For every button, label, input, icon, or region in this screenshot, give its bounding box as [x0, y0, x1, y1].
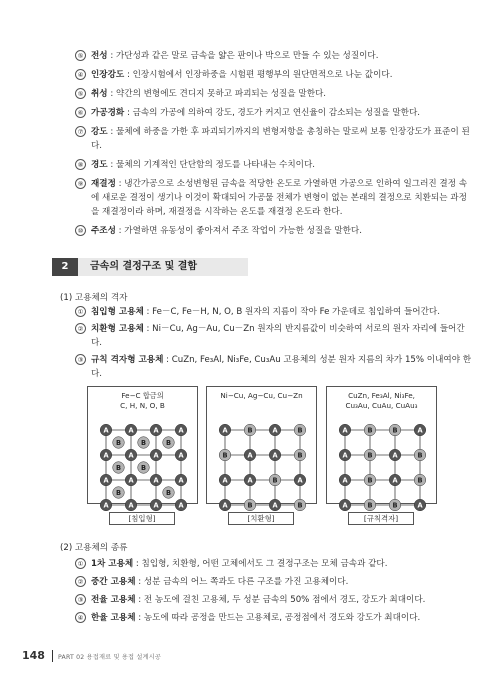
solvent-atom [175, 474, 187, 486]
solute-atom [294, 449, 306, 461]
atom-letter: B [165, 488, 172, 497]
atom-letter: A [153, 426, 159, 435]
solute-atom [219, 449, 231, 461]
solute-atom [364, 474, 376, 486]
atom-letter: A [222, 476, 228, 485]
solvent-atom [269, 499, 281, 511]
atom-letter: B [417, 451, 423, 460]
atom-letter: B [115, 463, 122, 472]
solvent-atom [175, 499, 187, 511]
atom-letter: A [128, 501, 134, 510]
list-item [75, 87, 475, 101]
solvent-atom [219, 424, 231, 436]
definition: : 가단성과 같은 말로 금속을 얇은 판이나 박으로 만들 수 있는 성질이다. [107, 51, 379, 61]
solvent-atom [150, 424, 162, 436]
solvent-atom [219, 499, 231, 511]
solute-atom [414, 474, 426, 486]
atom-letter: B [367, 476, 373, 485]
solvent-atom [244, 474, 256, 486]
term: 재결정 [91, 179, 116, 189]
interstitial-atom [113, 462, 125, 474]
solute-atom [364, 499, 376, 511]
section-header [52, 258, 248, 276]
list-item [75, 353, 475, 381]
caption-line: C, H, N, O, B [120, 401, 165, 410]
interstitial-atom [163, 487, 175, 499]
term: 전율 고용체 [91, 595, 136, 605]
solvent-atom [219, 474, 231, 486]
properties-list [75, 49, 475, 243]
definition: : 침입형, 치환형, 어떤 고체에서도 그 결정구조는 모체 금속과 같다. [133, 559, 388, 569]
atom-letter: A [222, 426, 228, 435]
definition: : 가열하면 유동성이 좋아져서 주조 작업이 가능한 성질을 말한다. [115, 226, 362, 236]
definition: : 물체에 하중을 가한 후 파괴되기까지의 변형저항을 총칭하는 말로써 보통 인장강도가 표준이 된다. [91, 127, 470, 151]
definition: : Fe－C, Fe－H, N, O, B 원자의 지름이 작아 Fe 가운데로 침입하여 들어간다. [143, 307, 440, 317]
term: 강도 [91, 127, 108, 137]
lattice-grid [225, 430, 303, 505]
atom-letter: A [392, 451, 398, 460]
atom-letter: A [128, 426, 134, 435]
solvent-atom [175, 424, 187, 436]
solvent-atom [150, 449, 162, 461]
item-number: ② [75, 576, 86, 587]
atom-letter: A [103, 426, 109, 435]
atom-letter: A [178, 501, 184, 510]
atom-letter: A [128, 451, 134, 460]
interstitial-atom [138, 462, 150, 474]
interstitial-diagram [87, 386, 198, 510]
solvent-atom [125, 449, 137, 461]
atom-letter: A [153, 476, 159, 485]
list-item [75, 305, 475, 319]
list-item [75, 158, 475, 172]
footer-part-title: PART 02 용접재료 및 용접 설계시공 [58, 654, 162, 661]
term: 한율 고용체 [91, 613, 136, 623]
caption-line: Fe−C 합금의 [121, 391, 164, 400]
interstitial-atom [113, 487, 125, 499]
substitutional-lattice [207, 387, 318, 510]
list-item [75, 611, 475, 625]
definition: : 물체의 기계적인 단단함의 정도를 나타내는 수치이다. [107, 160, 315, 170]
term: 경도 [91, 160, 108, 170]
solute-atom [294, 499, 306, 511]
atom-letter: A [247, 476, 253, 485]
solid-solution-list [75, 305, 475, 384]
ordered-lattice [327, 387, 438, 510]
solvent-atom [269, 424, 281, 436]
subsection-heading: (1) 고용체의 격자 [60, 293, 128, 303]
solvent-atom [150, 474, 162, 486]
list-item [75, 49, 475, 63]
atom-letter: A [103, 476, 109, 485]
item-number: ⑩ [75, 225, 86, 236]
atom-letter: B [165, 438, 172, 447]
solvent-atom [125, 474, 137, 486]
solvent-atom [125, 424, 137, 436]
definition: : 농도에 따라 공정을 만드는 고용체로, 공정점에서 경도와 강도가 최대이다. [135, 613, 421, 623]
item-number: ③ [75, 354, 86, 365]
atom-letter: A [342, 451, 348, 460]
atom-letter: B [140, 463, 147, 472]
atom-letter: B [115, 488, 122, 497]
caption-line: Cu₃Au, CuAu, CuAu₃ [345, 401, 418, 410]
caption-line: Ni−Cu, Ag−Cu, Cu−Zn [220, 391, 303, 400]
solute-atom [414, 449, 426, 461]
term: 치환형 고용체 [91, 324, 144, 334]
atom-letter: B [115, 438, 122, 447]
solute-atom [244, 424, 256, 436]
list-item [75, 593, 475, 607]
atom-letter: B [367, 426, 373, 435]
diagram-label: [침입형] [109, 512, 175, 525]
solute-atom [389, 424, 401, 436]
solute-atom [364, 424, 376, 436]
definition: : 약간의 변형에도 견디지 못하고 파괴되는 성질을 말한다. [107, 89, 327, 99]
atom-letter: A [392, 476, 398, 485]
item-number: ③ [75, 594, 86, 605]
list-item [75, 322, 475, 350]
term: 규칙 격자형 고용체 [91, 355, 164, 365]
list-item [75, 125, 475, 153]
solvent-atom [294, 474, 306, 486]
solvent-atom [339, 474, 351, 486]
atom-letter: A [153, 501, 159, 510]
atom-letter: A [417, 501, 423, 510]
atom-letter: A [178, 451, 184, 460]
interstitial-atom [113, 437, 125, 449]
interstitial-lattice [88, 387, 199, 510]
solute-atom [364, 449, 376, 461]
atom-letter: A [272, 426, 278, 435]
section-title: 금속의 결정구조 및 결함 [90, 261, 198, 272]
solvent-atom [100, 499, 112, 511]
atom-letter: B [367, 451, 373, 460]
solvent-atom [100, 474, 112, 486]
atom-letter: A [342, 501, 348, 510]
solvent-atom [150, 499, 162, 511]
term: 가공경화 [91, 108, 125, 118]
atom-letter: A [247, 451, 253, 460]
atom-letter: B [367, 501, 373, 510]
lattice-grid [345, 430, 423, 505]
atom-letter: B [417, 476, 423, 485]
item-number: ① [75, 558, 86, 569]
solvent-atom [389, 474, 401, 486]
atom-letter: B [297, 501, 303, 510]
list-item [75, 177, 475, 219]
atom-letter: A [272, 451, 278, 460]
solute-atom [244, 499, 256, 511]
list-item [75, 575, 475, 589]
solvent-atom [175, 449, 187, 461]
footer-divider [52, 650, 53, 662]
atom-letter: B [247, 426, 253, 435]
atom-letter: B [297, 426, 303, 435]
solvent-atom [339, 499, 351, 511]
definition: : 금속의 가공에 의하여 강도, 경도가 커지고 연신율이 감소되는 성질을 말한다. [124, 108, 420, 118]
interstitial-atom [163, 437, 175, 449]
term: 취성 [91, 89, 108, 99]
atom-letter: A [272, 501, 278, 510]
definition: : CuZn, Fe₃Al, Ni₃Fe, Cu₃Au 고용체의 성분 원자 지름의 차가 15% 이내여야 한다. [91, 355, 472, 379]
atom-letter: A [178, 476, 184, 485]
item-number: ⑨ [75, 178, 86, 189]
item-number: ⑦ [75, 126, 86, 137]
item-number: ⑤ [75, 88, 86, 99]
atom-letter: A [103, 501, 109, 510]
solute-atom [269, 474, 281, 486]
list-item [75, 224, 475, 238]
page-number: 148 [22, 649, 45, 662]
solvent-atom [244, 449, 256, 461]
atom-letter: A [417, 426, 423, 435]
atom-letter: B [272, 476, 278, 485]
solvent-atom [339, 449, 351, 461]
solute-atom [389, 499, 401, 511]
section-number: 2 [52, 258, 78, 276]
item-number: ④ [75, 69, 86, 80]
interstitial-atom [138, 437, 150, 449]
term: 침입형 고용체 [91, 307, 144, 317]
atom-letter: A [342, 476, 348, 485]
term: 1차 고용체 [91, 559, 134, 569]
solvent-atom [125, 499, 137, 511]
caption-line: CuZn, Fe₃Al, Ni₃Fe, [348, 391, 415, 400]
solvent-atom [414, 499, 426, 511]
term: 인장강도 [91, 70, 125, 80]
solvent-atom [339, 424, 351, 436]
atom-letter: A [153, 451, 159, 460]
atom-letter: B [392, 426, 398, 435]
list-item [75, 68, 475, 82]
item-number: ② [75, 323, 86, 334]
term: 중간 고용체 [91, 577, 136, 587]
solvent-atom [100, 424, 112, 436]
ordered-lattice-diagram [326, 386, 437, 510]
term: 주조성 [91, 226, 116, 236]
solvent-atom [389, 449, 401, 461]
list-item [75, 557, 475, 571]
atom-letter: A [342, 426, 348, 435]
item-number: ⑥ [75, 107, 86, 118]
item-number: ⑧ [75, 159, 86, 170]
types-list [75, 557, 475, 629]
atom-letter: A [297, 476, 303, 485]
list-item [75, 106, 475, 120]
atom-letter: B [222, 451, 228, 460]
solvent-atom [269, 449, 281, 461]
definition: : 냉간가공으로 소성변형된 금속을 적당한 온도로 가열하면 가공으로 인하여 일그러진 결정 속에 새로운 결정이 생기나 이것이 확대되어 가공물 전체가 변형이 없는 본래의 결정으로 치환되는 과정을 재결정이라 하며, 재결정을 시작하는 온도를 재결정 온도라 한다. [91, 179, 468, 217]
term: 전성 [91, 51, 108, 61]
atom-letter: B [247, 501, 253, 510]
atom-letter: B [140, 438, 147, 447]
atom-letter: A [103, 451, 109, 460]
solvent-atom [100, 449, 112, 461]
atom-letter: A [128, 476, 134, 485]
solvent-atom [414, 424, 426, 436]
diagram-label: [규칙격자] [348, 512, 414, 525]
atom-letter: A [178, 426, 184, 435]
subsection-heading: (2) 고용체의 종류 [60, 543, 128, 553]
substitutional-diagram [206, 386, 317, 510]
item-number: ④ [75, 612, 86, 623]
item-number: ⑤ [75, 50, 86, 61]
atom-letter: B [392, 501, 398, 510]
atom-letter: A [222, 501, 228, 510]
solute-atom [294, 424, 306, 436]
definition: : 인장시험에서 인장하중을 시험편 평행부의 원단면적으로 나눈 값이다. [124, 70, 393, 80]
definition: : 성분 금속의 어느 쪽과도 다른 구조를 가진 고용체이다. [135, 577, 349, 587]
item-number: ① [75, 306, 86, 317]
atom-letter: B [297, 451, 303, 460]
definition: : 전 농도에 걸친 고용체, 두 성분 금속의 50% 점에서 경도, 강도가 최대이다. [135, 595, 426, 605]
diagram-label: [치환형] [228, 512, 294, 525]
definition: : Ni－Cu, Ag－Au, Cu－Zn 원자의 반지름값이 비슷하여 서로의 원자 자리에 들어간다. [91, 324, 465, 348]
